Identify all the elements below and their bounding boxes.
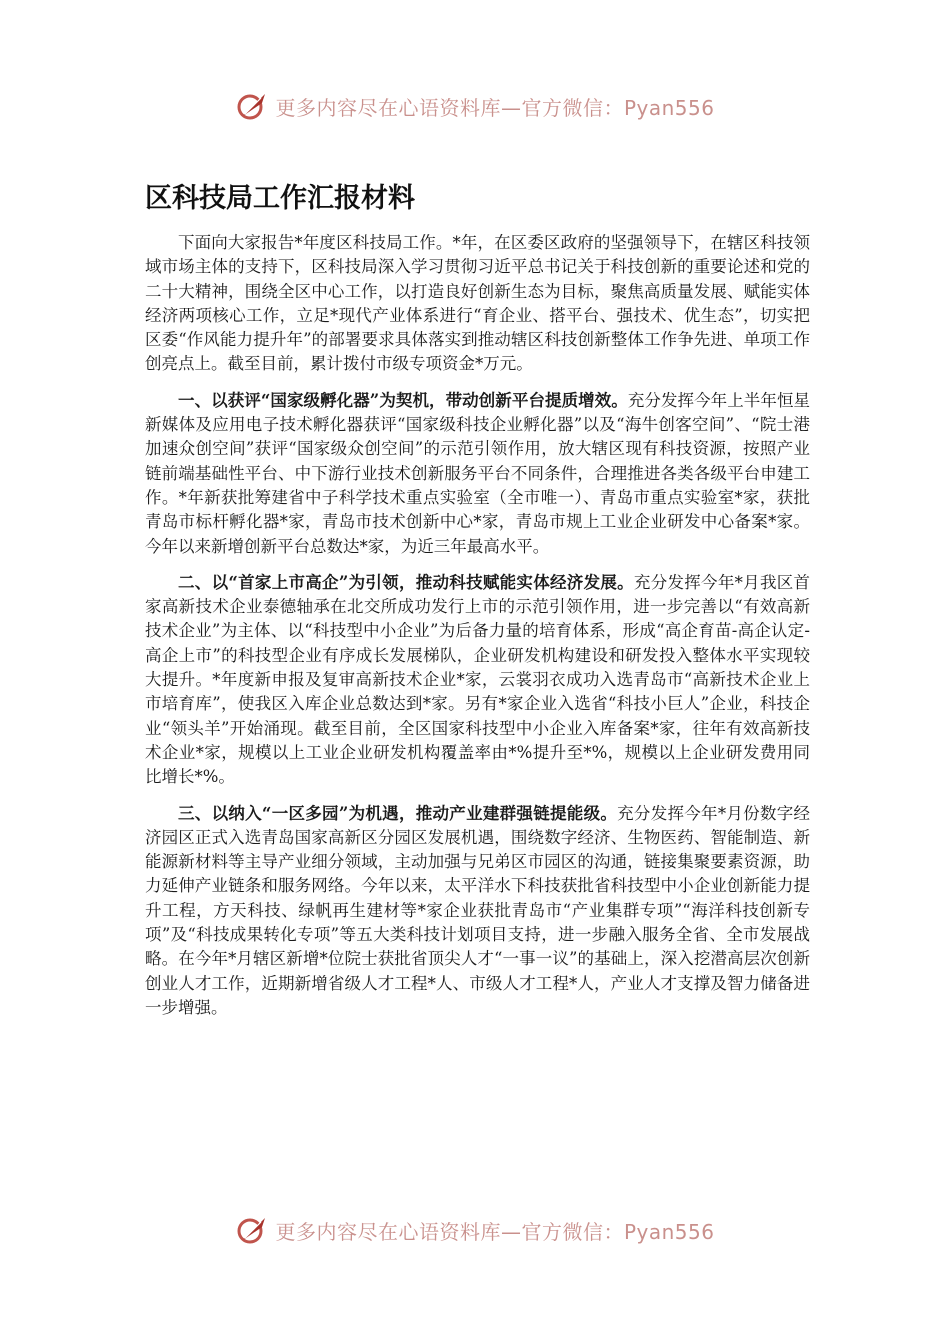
section-heading: 二、以“首家上市高企”为引领，推动科技赋能实体经济发展。: [178, 572, 634, 592]
section-paragraph: [145, 802, 810, 1021]
footer-watermark: [0, 1210, 950, 1250]
header-watermark: [0, 86, 950, 126]
section-heading: 三、以纳入“一区多园”为机遇，推动产业建群强链提能级。: [178, 803, 618, 823]
section-body: 充分发挥今年*月份数字经济园区正式入选青岛国家高新区分园区发展机遇，围绕数字经济、生物医药、智能制造、新能源新材料等主导产业细分领域，主动加强与兄弟区市园区的沟通，链接集聚要素资源，助力延伸产业链条和服务网络。今年以来，太平洋水下科技获批省科技型中小企业创新能力提升工程，方天科技、绿帆再生建材等*家企业获批青岛市“产业集群专项”“海洋科技创新专项”及“科技成果转化专项”等五大类科技计划项目支持，进一步融入服务全省、全市发展战略。在今年*月辖区新增*位院士获批省顶尖人才“一事一议”的基础上，深入挖潜高层次创新创业人才工作，近期新增省级人才工程*人、市级人才工程*人，产业人才支撑及智力储备进一步增强。: [145, 803, 811, 1017]
document-title: 区科技局工作汇报材料: [145, 183, 415, 214]
watermark-text: 更多内容尽在心语资料库—官方微信：Pyan556: [275, 1219, 715, 1244]
section-body: 充分发挥今年*月我区首家高新技术企业泰德轴承在北交所成功发行上市的示范引领作用，进一步完善以“有效高新技术企业”为主体、以“科技型中小企业”为后备力量的培育体系，形成“高企育苗-高企认定-高企上市”的科技型企业有序成长发展梯队，企业研发机构建设和研发投入整体水平实现较大提升。*年度新申报及复审高新技术企业*家，云裳羽衣成功入选青岛市“高新技术企业上市培育库”，使我区入库企业总数达到*家。另有*家企业入选省“科技小巨人”企业，科技企业“领头羊”开始涌现。截至目前，全区国家科技型中小企业入库备案*家，往年有效高新技术企业*家，规模以上工业企业研发机构覆盖率由*%提升至*%，规模以上企业研发费用同比增长*%。: [145, 572, 811, 787]
quill-logo-icon: [235, 89, 269, 123]
intro-paragraph: 下面向大家报告*年度区科技局工作。*年，在区委区政府的坚强领导下，在辖区科技领域市场主体的支持下，区科技局深入学习贯彻习近平总书记关于科技创新的重要论述和党的二十大精神，围绕全区中心工作，以打造良好创新生态为目标，聚焦高质量发展、赋能实体经济两项核心工作，立足*现代产业体系进行“育企业、搭平台、强技术、优生态”，切实把区委“作风能力提升年”的部署要求具体落实到推动辖区科技创新整体工作争先进、单项工作创亮点上。截至目前，累计拨付市级专项资金*万元。: [145, 233, 810, 374]
quill-logo-icon: [235, 1213, 269, 1247]
section-heading: 一、以获评“国家级孵化器”为契机，带动创新平台提质增效。: [178, 390, 628, 410]
section-paragraph: [145, 571, 810, 790]
watermark-text: 更多内容尽在心语资料库—官方微信：Pyan556: [275, 95, 715, 120]
section-paragraph: [145, 389, 810, 559]
section-body: 充分发挥今年上半年恒星新媒体及应用电子技术孵化器获评“国家级科技企业孵化器”以及“海牛创客空间”、“院士港加速众创空间”获评“国家级众创空间”的示范引领作用，放大辖区现有科技资源，按照产业链前端基础性平台、中下游行业技术创新服务平台不同条件，合理推进各类各级平台申建工作。*年新获批筹建省中子科学技术重点实验室（全市唯一）、青岛市重点实验室*家，获批青岛市标杆孵化器*家，青岛市技术创新中心*家，青岛市规上工业企业研发中心备案*家。今年以来新增创新平台总数达*家，为近三年最高水平。: [145, 390, 811, 556]
document-body: [145, 231, 810, 1032]
